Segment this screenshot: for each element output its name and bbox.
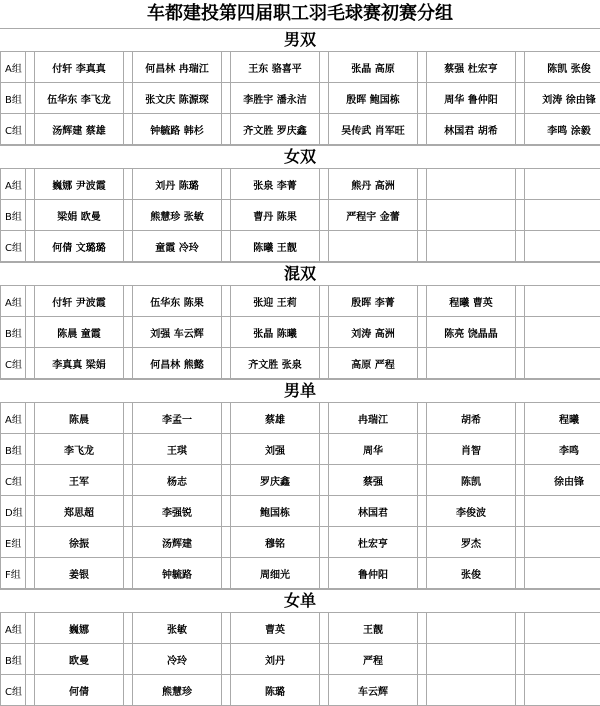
entry-cell[interactable]: 蔡强 杜宏亨 — [427, 52, 516, 83]
spacer-cell[interactable] — [516, 114, 525, 145]
entry-cell[interactable]: 林国君 — [329, 496, 418, 527]
entry-cell[interactable]: 高原 严程 — [329, 348, 418, 379]
spacer-cell[interactable] — [124, 200, 133, 231]
entry-cell[interactable]: 陈凯 张俊 — [525, 52, 600, 83]
spacer-cell[interactable] — [516, 231, 525, 262]
entry-cell[interactable]: 王东 骆喜平 — [231, 52, 320, 83]
entry-cell[interactable] — [329, 231, 418, 262]
entry-cell[interactable]: 严程 — [329, 644, 418, 675]
spacer-cell[interactable] — [124, 558, 133, 589]
spacer-cell[interactable] — [26, 200, 35, 231]
entry-cell[interactable]: 付轩 尹波霞 — [35, 286, 124, 317]
entry-cell[interactable]: 刘丹 — [231, 644, 320, 675]
spacer-cell[interactable] — [320, 558, 329, 589]
entry-cell[interactable]: 刘涛 高洲 — [329, 317, 418, 348]
entry-cell[interactable]: 熊慧珍 — [133, 675, 222, 706]
table-row — [1, 613, 600, 644]
entry-cell[interactable]: 齐文胜 罗庆鑫 — [231, 114, 320, 145]
entry-cell[interactable]: 何倩 — [35, 675, 124, 706]
entry-cell[interactable]: 陈晨 — [35, 403, 124, 434]
spacer-cell[interactable] — [124, 613, 133, 644]
spacer-cell[interactable] — [320, 52, 329, 83]
section — [0, 262, 600, 379]
spacer-cell[interactable] — [222, 496, 231, 527]
entry-cell[interactable] — [427, 644, 516, 675]
spacer-cell[interactable] — [124, 644, 133, 675]
entry-cell[interactable]: 李真真 梁娟 — [35, 348, 124, 379]
spacer-cell[interactable] — [26, 231, 35, 262]
entry-cell[interactable]: 曹英 — [231, 613, 320, 644]
entry-cell[interactable]: 何昌林 冉瑞江 — [133, 52, 222, 83]
group-label[interactable]: C组 — [1, 231, 26, 262]
group-label[interactable]: C组 — [1, 675, 26, 706]
entry-cell[interactable]: 王军 — [35, 465, 124, 496]
group-table — [0, 168, 600, 262]
spacer-cell[interactable] — [222, 644, 231, 675]
entry-cell[interactable]: 李孟一 — [133, 403, 222, 434]
spacer-cell[interactable] — [26, 348, 35, 379]
table-row — [1, 200, 600, 231]
entry-cell[interactable]: 鲍国栋 — [231, 496, 320, 527]
group-label[interactable]: E组 — [1, 527, 26, 558]
section-title: 男双 — [0, 28, 600, 51]
spacer-cell[interactable] — [418, 231, 427, 262]
spacer-cell[interactable] — [124, 675, 133, 706]
spacer-cell[interactable] — [26, 558, 35, 589]
group-label[interactable]: B组 — [1, 317, 26, 348]
spacer-cell[interactable] — [222, 286, 231, 317]
spacer-cell[interactable] — [124, 403, 133, 434]
table-row — [1, 558, 600, 589]
group-label[interactable]: B组 — [1, 200, 26, 231]
spacer-cell[interactable] — [222, 114, 231, 145]
spacer-cell[interactable] — [320, 169, 329, 200]
entry-cell[interactable]: 蔡强 — [329, 465, 418, 496]
spacer-cell[interactable] — [320, 231, 329, 262]
entry-cell[interactable]: 冷玲 — [133, 644, 222, 675]
entry-cell[interactable]: 刘强 车云辉 — [133, 317, 222, 348]
section — [0, 379, 600, 589]
spacer-cell[interactable] — [418, 434, 427, 465]
table-row — [1, 348, 600, 379]
entry-cell[interactable]: 李俊波 — [427, 496, 516, 527]
entry-cell[interactable] — [427, 231, 516, 262]
spacer-cell[interactable] — [516, 348, 525, 379]
spacer-cell[interactable] — [26, 317, 35, 348]
entry-cell[interactable] — [427, 169, 516, 200]
spacer-cell[interactable] — [516, 286, 525, 317]
group-label[interactable]: B组 — [1, 83, 26, 114]
spacer-cell[interactable] — [124, 114, 133, 145]
spacer-cell[interactable] — [516, 317, 525, 348]
group-label[interactable]: A组 — [1, 403, 26, 434]
entry-cell[interactable]: 欧曼 — [35, 644, 124, 675]
entry-cell[interactable]: 肖智 — [427, 434, 516, 465]
entry-cell[interactable]: 李飞龙 — [35, 434, 124, 465]
spacer-cell[interactable] — [516, 644, 525, 675]
entry-cell[interactable]: 巍娜 尹波霞 — [35, 169, 124, 200]
entry-cell[interactable]: 付轩 李真真 — [35, 52, 124, 83]
spacer-cell[interactable] — [222, 52, 231, 83]
group-label[interactable]: B组 — [1, 434, 26, 465]
section-title: 女单 — [0, 589, 600, 612]
section-title: 混双 — [0, 262, 600, 285]
entry-cell[interactable]: 陈曦 王靓 — [231, 231, 320, 262]
spacer-cell[interactable] — [516, 465, 525, 496]
spacer-cell[interactable] — [516, 675, 525, 706]
entry-cell[interactable]: 王琪 — [133, 434, 222, 465]
section — [0, 589, 600, 706]
spacer-cell[interactable] — [320, 613, 329, 644]
spacer-cell[interactable] — [26, 527, 35, 558]
group-table — [0, 285, 600, 379]
entry-cell[interactable] — [525, 675, 600, 706]
spacer-cell[interactable] — [26, 613, 35, 644]
spacer-cell[interactable] — [418, 496, 427, 527]
spacer-cell[interactable] — [26, 114, 35, 145]
spacer-cell[interactable] — [124, 83, 133, 114]
entry-cell[interactable]: 伍华东 陈果 — [133, 286, 222, 317]
group-label[interactable]: B组 — [1, 644, 26, 675]
spacer-cell[interactable] — [418, 613, 427, 644]
group-label[interactable]: C组 — [1, 465, 26, 496]
spacer-cell[interactable] — [418, 200, 427, 231]
spacer-cell[interactable] — [124, 465, 133, 496]
entry-cell[interactable]: 徐振 — [35, 527, 124, 558]
entry-cell[interactable]: 严程宇 金蕾 — [329, 200, 418, 231]
spacer-cell[interactable] — [124, 527, 133, 558]
spacer-cell[interactable] — [124, 169, 133, 200]
spacer-cell[interactable] — [418, 83, 427, 114]
table-row — [1, 52, 600, 83]
spacer-cell[interactable] — [418, 52, 427, 83]
spacer-cell[interactable] — [516, 496, 525, 527]
entry-cell[interactable]: 曹丹 陈果 — [231, 200, 320, 231]
entry-cell[interactable]: 熊慧珍 张敏 — [133, 200, 222, 231]
entry-cell[interactable]: 钟毓路 韩杉 — [133, 114, 222, 145]
spacer-cell[interactable] — [418, 558, 427, 589]
entry-cell[interactable]: 程曦 — [525, 403, 600, 434]
entry-cell[interactable] — [525, 169, 600, 200]
spacer-cell[interactable] — [418, 317, 427, 348]
table-row — [1, 114, 600, 145]
entry-cell[interactable] — [525, 286, 600, 317]
spacer-cell[interactable] — [26, 52, 35, 83]
spacer-cell[interactable] — [418, 403, 427, 434]
entry-cell[interactable]: 周细光 — [231, 558, 320, 589]
spacer-cell[interactable] — [222, 317, 231, 348]
entry-cell[interactable]: 殷晖 鲍国栋 — [329, 83, 418, 114]
spacer-cell[interactable] — [26, 644, 35, 675]
entry-cell[interactable]: 汤辉建 蔡雄 — [35, 114, 124, 145]
table-row — [1, 231, 600, 262]
table-row — [1, 83, 600, 114]
entry-cell[interactable] — [427, 675, 516, 706]
spacer-cell[interactable] — [320, 644, 329, 675]
sections-container — [0, 28, 600, 706]
spacer-cell[interactable] — [320, 114, 329, 145]
entry-cell[interactable]: 陈璐 — [231, 675, 320, 706]
group-label[interactable]: A组 — [1, 169, 26, 200]
spacer-cell[interactable] — [26, 169, 35, 200]
entry-cell[interactable]: 杜宏亨 — [329, 527, 418, 558]
spacer-cell[interactable] — [516, 527, 525, 558]
entry-cell[interactable] — [525, 231, 600, 262]
entry-cell[interactable]: 刘丹 陈璐 — [133, 169, 222, 200]
spacer-cell[interactable] — [222, 403, 231, 434]
spacer-cell[interactable] — [516, 83, 525, 114]
entry-cell[interactable]: 郑思超 — [35, 496, 124, 527]
spacer-cell[interactable] — [418, 644, 427, 675]
spacer-cell[interactable] — [26, 675, 35, 706]
spacer-cell[interactable] — [320, 83, 329, 114]
entry-cell[interactable]: 陈晨 童霞 — [35, 317, 124, 348]
entry-cell[interactable]: 熊丹 高洲 — [329, 169, 418, 200]
entry-cell[interactable]: 吴传武 肖军旺 — [329, 114, 418, 145]
spacer-cell[interactable] — [124, 348, 133, 379]
entry-cell[interactable]: 张晶 陈曦 — [231, 317, 320, 348]
table-row — [1, 403, 600, 434]
entry-cell[interactable]: 周华 鲁仲阳 — [427, 83, 516, 114]
group-label[interactable]: A组 — [1, 52, 26, 83]
entry-cell[interactable]: 罗杰 — [427, 527, 516, 558]
spacer-cell[interactable] — [222, 83, 231, 114]
entry-cell[interactable]: 齐文胜 张泉 — [231, 348, 320, 379]
spacer-cell[interactable] — [124, 496, 133, 527]
entry-cell[interactable]: 梁娟 欧曼 — [35, 200, 124, 231]
section-title: 女双 — [0, 145, 600, 168]
section — [0, 28, 600, 145]
entry-cell[interactable]: 鲁仲阳 — [329, 558, 418, 589]
entry-cell[interactable]: 何倩 文璐璐 — [35, 231, 124, 262]
table-row — [1, 286, 600, 317]
spacer-cell[interactable] — [26, 403, 35, 434]
spacer-cell[interactable] — [418, 465, 427, 496]
group-label[interactable]: A组 — [1, 286, 26, 317]
group-label[interactable]: A组 — [1, 613, 26, 644]
entry-cell[interactable] — [427, 200, 516, 231]
group-table — [0, 402, 600, 589]
spacer-cell[interactable] — [418, 169, 427, 200]
spacer-cell[interactable] — [516, 434, 525, 465]
entry-cell[interactable]: 钟毓路 — [133, 558, 222, 589]
entry-cell[interactable]: 冉瑞江 — [329, 403, 418, 434]
spacer-cell[interactable] — [26, 496, 35, 527]
entry-cell[interactable]: 程曦 曹英 — [427, 286, 516, 317]
spacer-cell[interactable] — [124, 52, 133, 83]
table-row — [1, 675, 600, 706]
group-table — [0, 51, 600, 145]
spacer-cell[interactable] — [418, 527, 427, 558]
spacer-cell[interactable] — [222, 465, 231, 496]
spacer-cell[interactable] — [124, 231, 133, 262]
entry-cell[interactable]: 张晶 高原 — [329, 52, 418, 83]
table-row — [1, 169, 600, 200]
entry-cell[interactable] — [427, 613, 516, 644]
spacer-cell[interactable] — [320, 286, 329, 317]
entry-cell[interactable]: 张文庆 陈源琛 — [133, 83, 222, 114]
entry-cell[interactable]: 穆铭 — [231, 527, 320, 558]
spacer-cell[interactable] — [26, 83, 35, 114]
entry-cell[interactable]: 蔡雄 — [231, 403, 320, 434]
spacer-cell[interactable] — [222, 200, 231, 231]
spacer-cell[interactable] — [516, 558, 525, 589]
spacer-cell[interactable] — [320, 317, 329, 348]
entry-cell[interactable]: 车云辉 — [329, 675, 418, 706]
spacer-cell[interactable] — [124, 317, 133, 348]
entry-cell[interactable]: 刘涛 徐由锋 — [525, 83, 600, 114]
spacer-cell[interactable] — [222, 527, 231, 558]
entry-cell[interactable] — [525, 527, 600, 558]
table-row — [1, 496, 600, 527]
entry-cell[interactable]: 李胜宇 潘永洁 — [231, 83, 320, 114]
spacer-cell[interactable] — [320, 434, 329, 465]
entry-cell[interactable]: 周华 — [329, 434, 418, 465]
table-row — [1, 434, 600, 465]
spacer-cell[interactable] — [418, 675, 427, 706]
spacer-cell[interactable] — [26, 286, 35, 317]
entry-cell[interactable] — [525, 496, 600, 527]
entry-cell[interactable]: 何昌林 熊懿 — [133, 348, 222, 379]
spacer-cell[interactable] — [222, 348, 231, 379]
table-row — [1, 527, 600, 558]
group-label[interactable]: C组 — [1, 114, 26, 145]
spacer-cell[interactable] — [222, 434, 231, 465]
spacer-cell[interactable] — [222, 169, 231, 200]
entry-cell[interactable]: 刘强 — [231, 434, 320, 465]
entry-cell[interactable] — [525, 200, 600, 231]
entry-cell[interactable]: 张泉 李菁 — [231, 169, 320, 200]
spacer-cell[interactable] — [222, 613, 231, 644]
entry-cell[interactable]: 李强锐 — [133, 496, 222, 527]
section-title: 男单 — [0, 379, 600, 402]
spacer-cell[interactable] — [26, 465, 35, 496]
entry-cell[interactable] — [427, 348, 516, 379]
section — [0, 145, 600, 262]
spacer-cell[interactable] — [124, 434, 133, 465]
entry-cell[interactable]: 汤辉建 — [133, 527, 222, 558]
spacer-cell[interactable] — [418, 286, 427, 317]
spacer-cell[interactable] — [222, 675, 231, 706]
entry-cell[interactable]: 姜银 — [35, 558, 124, 589]
spacer-cell[interactable] — [516, 52, 525, 83]
entry-cell[interactable]: 罗庆鑫 — [231, 465, 320, 496]
spacer-cell[interactable] — [516, 200, 525, 231]
group-label[interactable]: C组 — [1, 348, 26, 379]
spacer-cell[interactable] — [516, 613, 525, 644]
spacer-cell[interactable] — [320, 527, 329, 558]
entry-cell[interactable] — [525, 558, 600, 589]
spacer-cell[interactable] — [320, 403, 329, 434]
spacer-cell[interactable] — [320, 200, 329, 231]
entry-cell[interactable]: 王靓 — [329, 613, 418, 644]
entry-cell[interactable]: 殷晖 李菁 — [329, 286, 418, 317]
entry-cell[interactable]: 陈亮 饶晶晶 — [427, 317, 516, 348]
entry-cell[interactable]: 张迎 王莉 — [231, 286, 320, 317]
entry-cell[interactable] — [525, 613, 600, 644]
table-row — [1, 465, 600, 496]
spacer-cell[interactable] — [516, 403, 525, 434]
spacer-cell[interactable] — [320, 465, 329, 496]
entry-cell[interactable]: 林国君 胡希 — [427, 114, 516, 145]
spacer-cell[interactable] — [418, 348, 427, 379]
spacer-cell[interactable] — [26, 434, 35, 465]
entry-cell[interactable]: 胡希 — [427, 403, 516, 434]
table-row — [1, 644, 600, 675]
entry-cell[interactable]: 巍娜 — [35, 613, 124, 644]
spacer-cell[interactable] — [516, 169, 525, 200]
group-label[interactable]: D组 — [1, 496, 26, 527]
spacer-cell[interactable] — [222, 558, 231, 589]
entry-cell[interactable] — [525, 348, 600, 379]
spacer-cell[interactable] — [124, 286, 133, 317]
entry-cell[interactable]: 杨志 — [133, 465, 222, 496]
group-table — [0, 612, 600, 706]
entry-cell[interactable]: 李鸣 涂毅 — [525, 114, 600, 145]
spacer-cell[interactable] — [222, 231, 231, 262]
entry-cell[interactable]: 陈凯 — [427, 465, 516, 496]
spacer-cell[interactable] — [320, 496, 329, 527]
spacer-cell[interactable] — [320, 675, 329, 706]
group-label[interactable]: F组 — [1, 558, 26, 589]
table-row — [1, 317, 600, 348]
entry-cell[interactable]: 徐由锋 — [525, 465, 600, 496]
entry-cell[interactable] — [525, 644, 600, 675]
spacer-cell[interactable] — [418, 114, 427, 145]
page-title: 车都建投第四届职工羽毛球赛初赛分组 — [0, 0, 600, 28]
entry-cell[interactable]: 李鸣 — [525, 434, 600, 465]
entry-cell[interactable]: 童霞 冷玲 — [133, 231, 222, 262]
entry-cell[interactable]: 张敏 — [133, 613, 222, 644]
entry-cell[interactable]: 张俊 — [427, 558, 516, 589]
entry-cell[interactable]: 伍华东 李飞龙 — [35, 83, 124, 114]
spacer-cell[interactable] — [320, 348, 329, 379]
entry-cell[interactable] — [525, 317, 600, 348]
